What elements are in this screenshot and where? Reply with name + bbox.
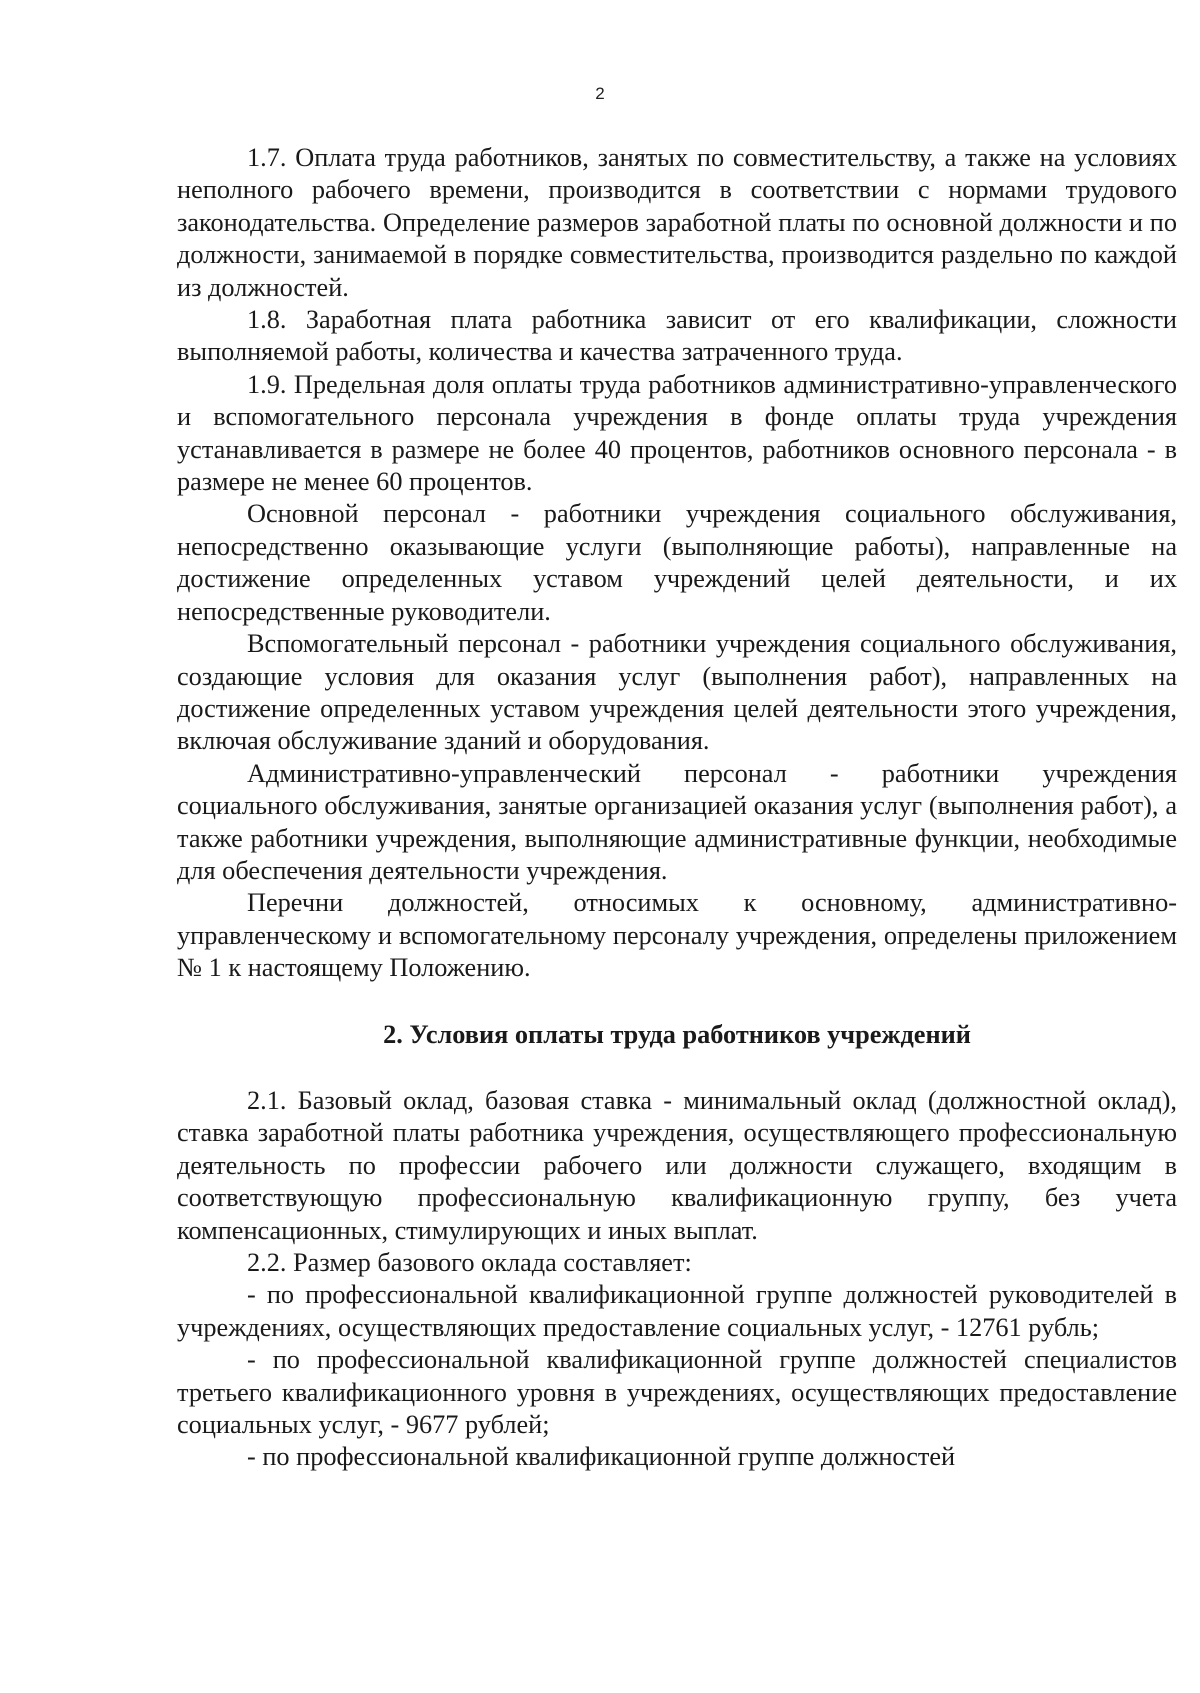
section-heading: 2. Условия оплаты труда работников учреждений bbox=[383, 1019, 971, 1049]
list-item: - по профессиональной квалификационной группе должностей bbox=[247, 1442, 956, 1472]
paragraph-main-staff: Основной персонал - работники учреждения социального обслуживания, непосредственно оказывающие услуги (выполняющие работы), направленные на достижение определенных уставом учреждений целей деятельности, и их непосредственные руководители. bbox=[177, 499, 1177, 626]
list-item: - по профессиональной квалификационной группе должностей специалистов третьего квалификационного уровня в учреждениях, осуществляющих предоставление социальных услуг, - 9677 рублей; bbox=[177, 1345, 1177, 1440]
paragraph-staff-lists: Перечни должностей, относимых к основному, административно-управленческому и вспомогательному персоналу учреждения, определены приложением № 1 к настоящему Положению. bbox=[177, 888, 1177, 983]
paragraph-support-staff: Вспомогательный персонал - работники учреждения социального обслуживания, создающие условия для оказания услуг (выполнения работ), направленных на достижение определенных уставом учреждения целей деятельности этого учреждения, включая обслуживание зданий и оборудования. bbox=[177, 629, 1177, 756]
paragraph-admin-staff: Административно-управленческий персонал - работники учреждения социального обслуживания, занятые организацией оказания услуг (выполнения работ), а также работники учреждения, выполняющие административные функции, необходимые для обеспечения деятельности учреждения. bbox=[177, 758, 1177, 885]
paragraph-1-8: 1.8. Заработная плата работника зависит от его квалификации, сложности выполняемой работы, количества и качества затраченного труда. bbox=[177, 305, 1177, 367]
paragraph-2-2: 2.2. Размер базового оклада составляет: bbox=[247, 1248, 692, 1277]
page-number: 2 bbox=[595, 84, 605, 103]
paragraph-1-7: 1.7. Оплата труда работников, занятых по совместительству, а также на условиях неполного рабочего времени, производится в соответствии с нормами трудового законодательства. Определение размеров заработной платы по основной должности и по должности, занимаемой в порядке совместительства, производится раздельно по каждой из должностей. bbox=[177, 143, 1177, 302]
list-item: - по профессиональной квалификационной группе должностей руководителей в учреждениях, осуществляющих предоставление социальных услуг, - 12761 рубль; bbox=[177, 1280, 1177, 1342]
paragraph-2-1: 2.1. Базовый оклад, базовая ставка - минимальный оклад (должностной оклад), ставка заработной платы работника учреждения, осуществляющего профессиональную деятельность по профессии рабочего или должности служащего, входящим в соответствующую профессиональную квалификационную группу, без учета компенсационных, стимулирующих и иных выплат. bbox=[177, 1085, 1177, 1245]
document-body bbox=[177, 142, 1177, 1474]
paragraph-1-9: 1.9. Предельная доля оплаты труда работников административно-управленческого и вспомогательного персонала учреждения в фонде оплаты труда учреждения устанавливается в размере не более 40 процентов, работников основного персонала - в размере не менее 60 процентов. bbox=[177, 369, 1177, 497]
